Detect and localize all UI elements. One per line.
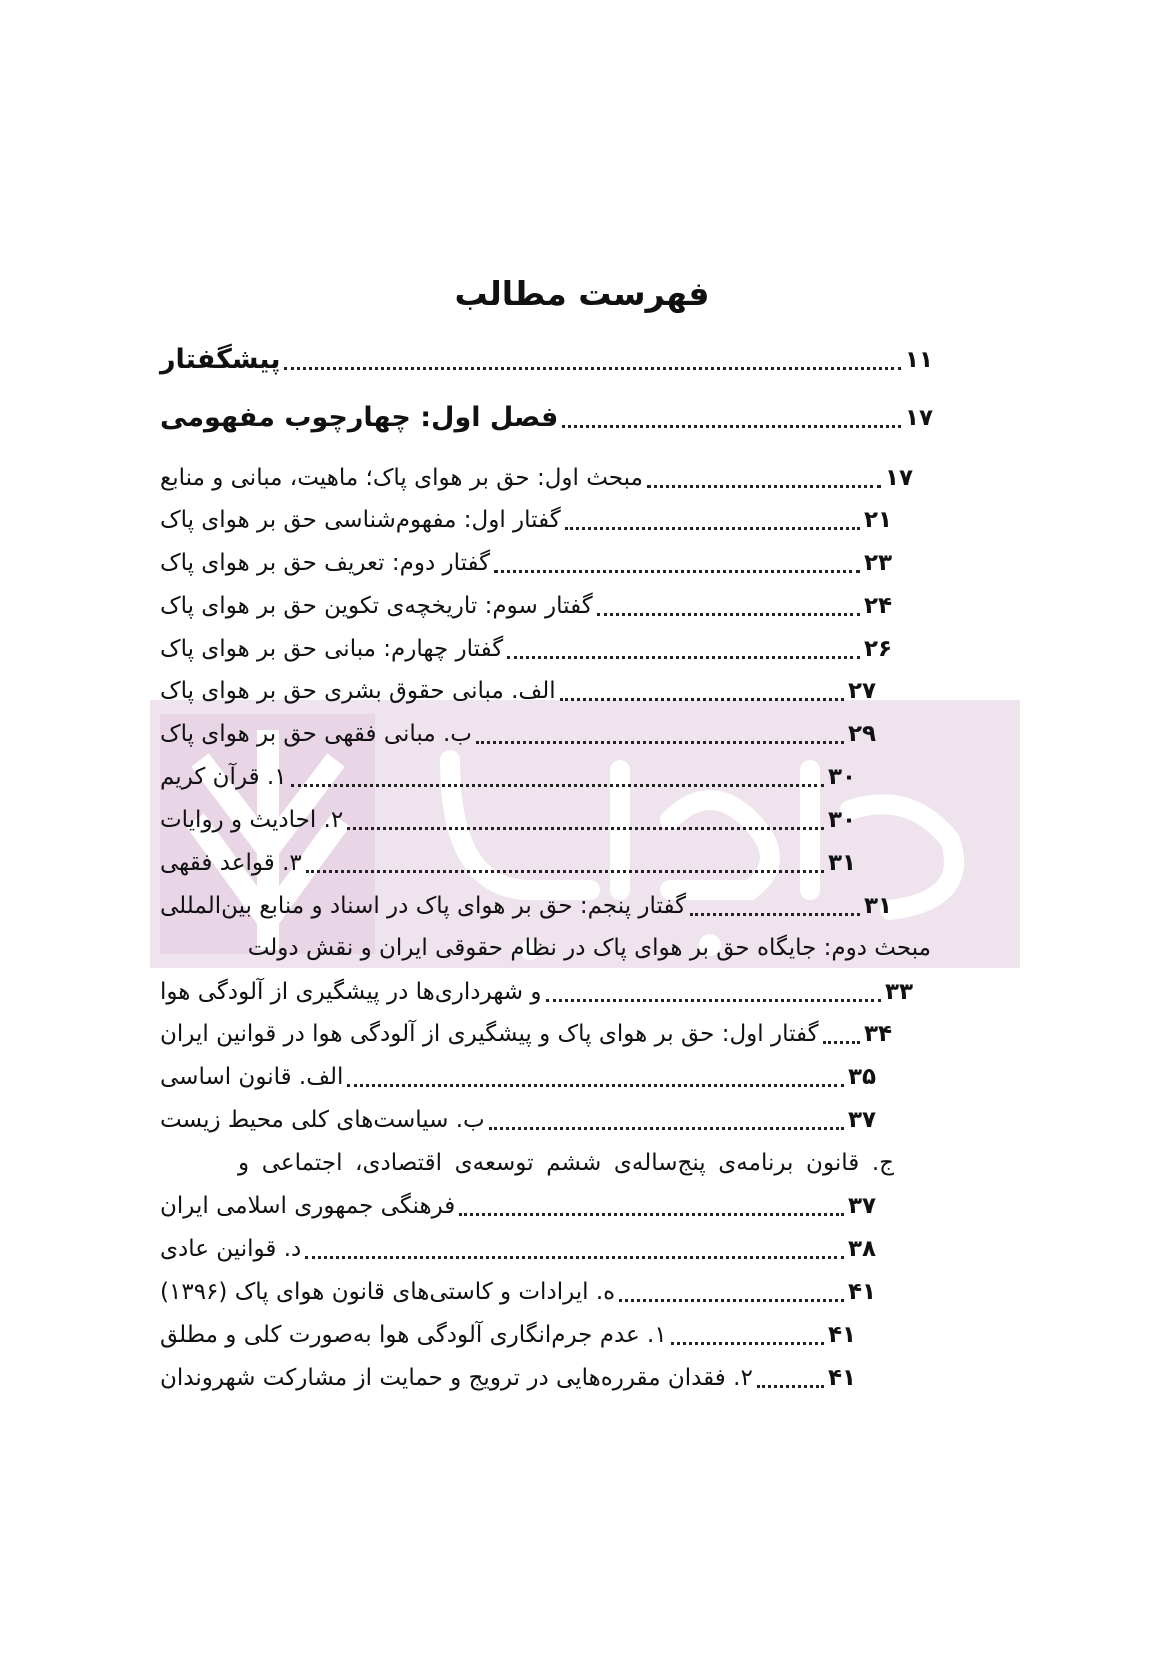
toc-entry: [160, 1356, 874, 1400]
toc-entry-title: ۲. فقدان مقرره‌هایی در ترویج و حمایت از مشارکت شهروندان: [160, 1365, 753, 1391]
toc-entry-title: و شهرداری‌ها در پیشگیری از آلودگی هوا: [160, 979, 542, 1005]
toc-entry: [160, 798, 874, 842]
toc-entry: [160, 884, 910, 928]
toc-page-number: ۳۱: [864, 893, 893, 919]
toc-page-number: ۲۷: [848, 678, 877, 704]
toc-page-number: ۲۴: [864, 593, 893, 619]
toc-page-number: ۱۷: [905, 405, 934, 431]
toc-entry-title: گفتار اول: حق بر هوای پاک و پیشگیری از آلودگی هوا در قوانین ایران: [160, 1021, 819, 1047]
toc-entry: [160, 1055, 894, 1099]
toc-entry: [160, 456, 931, 500]
page-title: فهرست مطالب: [454, 274, 710, 313]
toc-entry-title: د. قوانین عادی: [160, 1236, 302, 1262]
dot-leader: [823, 1041, 860, 1044]
toc-entry: [160, 841, 874, 885]
toc-heading-entry: [160, 396, 951, 440]
toc-entry-title: ۳. قواعد فقهی: [160, 850, 302, 876]
dot-leader: [562, 425, 901, 428]
dot-leader: [619, 1299, 844, 1302]
toc-page-number: ۲۹: [848, 721, 877, 747]
dot-leader: [347, 1084, 844, 1087]
toc-page-number: ۳۷: [848, 1193, 877, 1219]
dot-leader: [546, 999, 882, 1002]
toc-entry: [160, 541, 910, 585]
toc-entry: [160, 1227, 894, 1271]
toc-entry-title: گفتار اول: مفهوم‌شناسی حق بر هوای پاک: [160, 507, 561, 533]
toc-entry-title: ۱. عدم جرم‌انگاری آلودگی هوا به‌صورت کلی و مطلق: [160, 1322, 667, 1348]
dot-leader: [489, 1127, 844, 1130]
toc-entry: [160, 1313, 874, 1357]
toc-entry: [160, 755, 874, 799]
toc-page-number: ۳۵: [848, 1064, 877, 1090]
dot-leader: [494, 570, 860, 573]
dot-leader: [459, 1213, 844, 1216]
dot-leader: [757, 1385, 824, 1388]
toc-entry-title: فصل اول: چهارچوب مفهومی: [160, 402, 559, 433]
toc-entry-text-continuing: مبحث دوم: جایگاه حق بر هوای پاک در نظام حقوقی ایران و نقش دولت: [247, 935, 931, 961]
dot-leader: [291, 784, 824, 787]
toc-entry: [160, 627, 910, 671]
dot-leader: [507, 656, 860, 659]
toc-entry-title: ه. ایرادات و کاستی‌های قانون هوای پاک (۱۳۹۶): [160, 1279, 616, 1305]
toc-entry: [160, 1098, 894, 1142]
toc-entry-title: الف. قانون اساسی: [160, 1064, 344, 1090]
toc-entry: [160, 712, 894, 756]
toc-heading-entry: [160, 338, 951, 382]
dot-leader: [476, 741, 844, 744]
toc-entry-text-continuing: ج. قانون برنامه‌ی پنج‌ساله‌ی ششم توسعه‌ی اقتصادی، اجتماعی و: [238, 1150, 894, 1176]
toc-entry-title: گفتار دوم: تعریف حق بر هوای پاک: [160, 550, 491, 576]
toc-entry-title: مبحث اول: حق بر هوای پاک؛ ماهیت، مبانی و منابع: [160, 465, 643, 491]
toc-page-number: ۴۱: [828, 1365, 857, 1391]
toc-page-number: ۲۶: [864, 636, 893, 662]
toc-page-number: ۴۱: [848, 1279, 877, 1305]
toc-entry: [160, 584, 910, 628]
toc-entry-title: گفتار سوم: تاریخچه‌ی تکوین حق بر هوای پاک: [160, 593, 593, 619]
dot-leader: [347, 827, 824, 830]
toc-page-number: ۱۱: [905, 347, 934, 373]
toc-entry: [160, 1012, 910, 1056]
toc-entry-title: ۲. احادیث و روایات: [160, 807, 344, 833]
toc-page-number: ۳۰: [828, 807, 857, 833]
dot-leader: [671, 1342, 824, 1345]
toc-page-number: ۳۱: [828, 850, 857, 876]
toc-entry-title: ب. سیاست‌های کلی محیط زیست: [160, 1107, 485, 1133]
toc-entry: [160, 498, 910, 542]
toc-entry: [160, 1184, 894, 1228]
toc-page-number: ۳۰: [828, 764, 857, 790]
toc-entry: [160, 970, 931, 1014]
toc-page-number: ۱۷: [885, 465, 914, 491]
dot-leader: [647, 485, 881, 488]
toc-entry: [160, 1270, 894, 1314]
toc-page-number: ۳۷: [848, 1107, 877, 1133]
toc-entry-title: فرهنگی جمهوری اسلامی ایران: [160, 1193, 456, 1219]
toc-entry-title: گفتار پنجم: حق بر هوای پاک در اسناد و منابع بین‌المللی: [160, 893, 687, 919]
toc-entry-title: ۱. قرآن کریم: [160, 764, 287, 790]
toc-entry: [160, 669, 894, 713]
dot-leader: [306, 870, 824, 873]
toc-page-number: ۲۱: [864, 507, 893, 533]
toc-entry-title: پیشگفتار: [160, 344, 281, 375]
toc-page-number: ۳۸: [848, 1236, 877, 1262]
toc-page-number: ۴۱: [828, 1322, 857, 1348]
dot-leader: [305, 1256, 844, 1259]
toc-entry-title: گفتار چهارم: مبانی حق بر هوای پاک: [160, 636, 504, 662]
toc-page-number: ۲۳: [864, 550, 893, 576]
toc-entry-title: ب. مبانی فقهی حق بر هوای پاک: [160, 721, 472, 747]
toc-page-number: ۳۳: [885, 979, 914, 1005]
dot-leader: [597, 613, 860, 616]
toc-page-number: ۳۴: [864, 1021, 893, 1047]
toc-entry-title: الف. مبانی حقوق بشری حق بر هوای پاک: [160, 678, 556, 704]
dot-leader: [565, 527, 860, 530]
dot-leader: [560, 698, 844, 701]
dot-leader: [690, 913, 860, 916]
dot-leader: [284, 367, 901, 370]
